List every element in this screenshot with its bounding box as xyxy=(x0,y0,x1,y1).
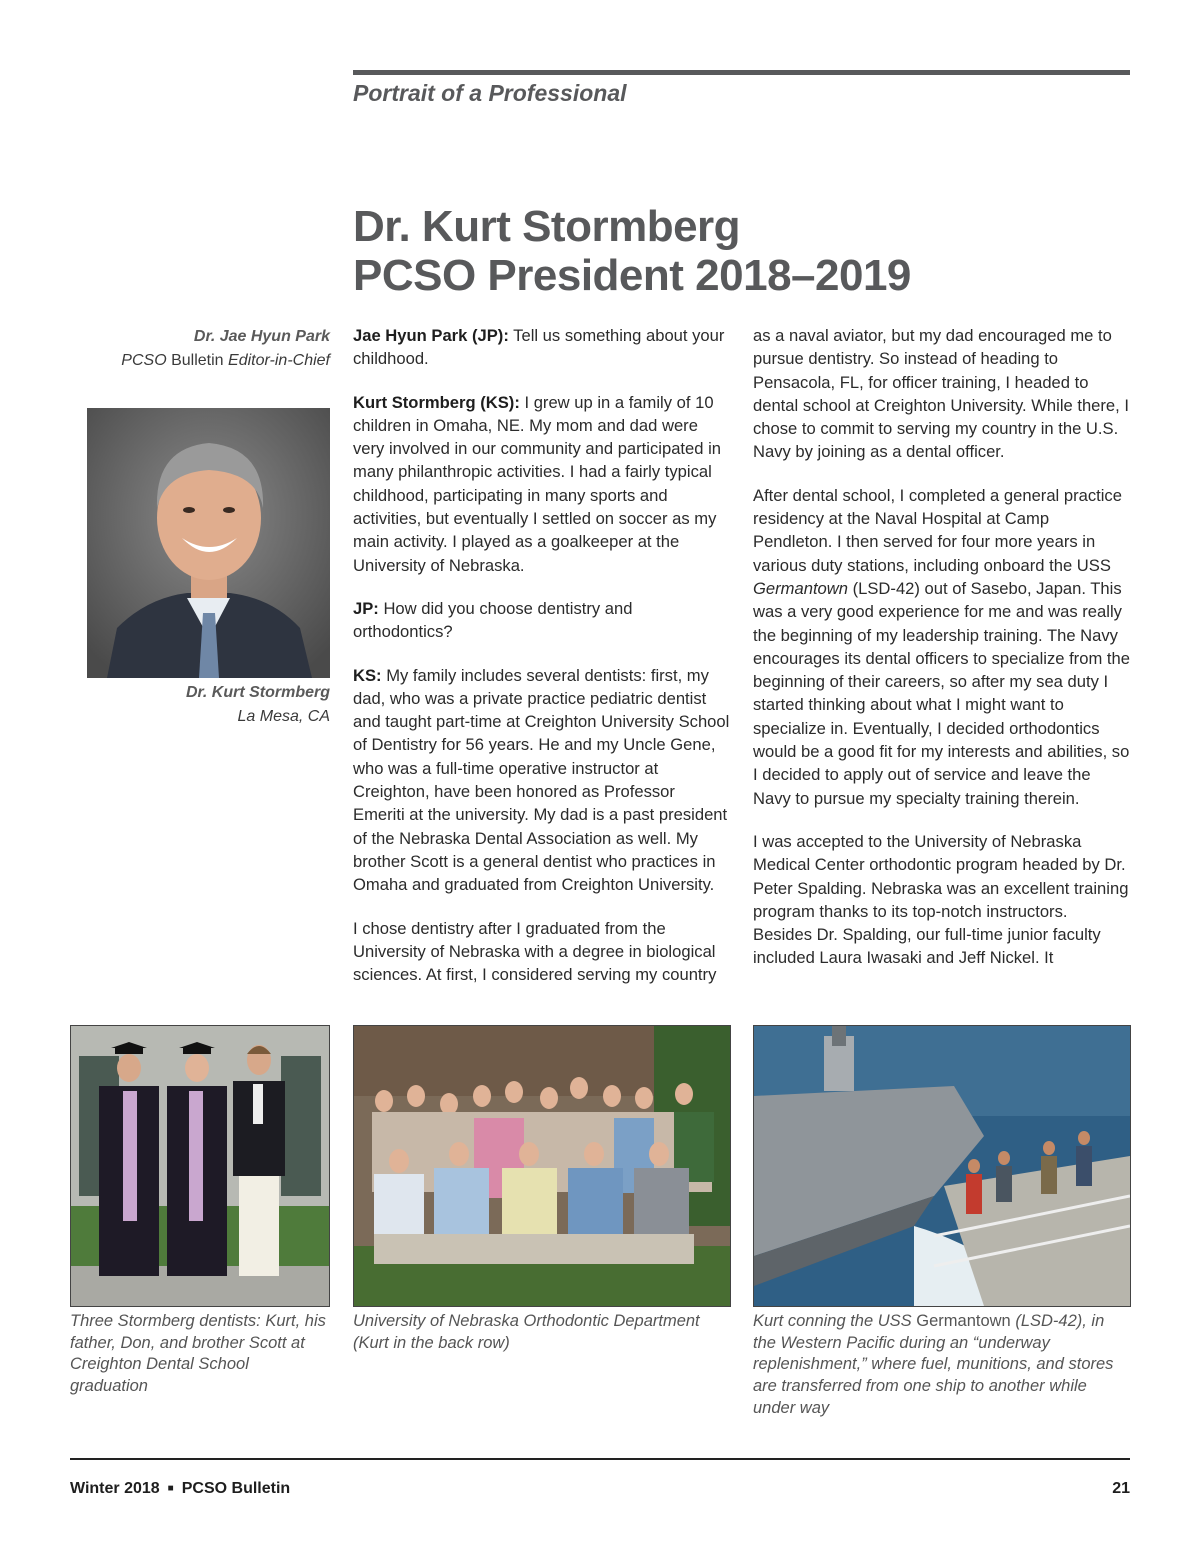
photo-caption-1: Three Stormberg dentists: Kurt, his father, Don, and brother Scott at Creighton Dental School graduation xyxy=(70,1312,326,1396)
title-line-2: PCSO President 2018–2019 xyxy=(353,251,911,300)
article-column-1 xyxy=(353,324,731,1006)
ship-name: Germantown xyxy=(753,578,848,598)
portrait-photo xyxy=(87,408,330,678)
speaker-label: JP: xyxy=(353,598,379,618)
paragraph: I was accepted to the University of Nebraska Medical Center orthodontic program headed by Dr. Peter Spalding. Nebraska was an excellent training program thanks to its top-notch instructors. Besides Dr. Spalding, our full-time junior faculty included Laura Iwasaki and Jeff Nickel. It xyxy=(753,831,1129,968)
paragraph-text: My family includes several dentists: first, my dad, who was a private practice pediatric dentist and taught part-time at Creighton University School of Dentistry for 56 years. He and my Uncle Gene, who was a full-time operative instructor at Creighton, have been honored as Professor Emeriti at the university. My dad is a past president of the Nebraska Dental Association as well. My brother Scott is a general dentist who practices in Omaha and graduated from Creighton University. xyxy=(353,665,730,895)
speaker-label: Jae Hyun Park (JP): xyxy=(353,326,509,345)
paragraph-text: How did you choose dentistry and orthodontics? xyxy=(353,598,633,642)
paragraph-text: After dental school, I completed a general practice residency at the Naval Hospital at Camp Pendleton. I then served for four more years in various duty stations, including onboard the USS xyxy=(753,485,1122,575)
graduation-photo xyxy=(70,1025,330,1307)
footer-rule xyxy=(70,1458,1130,1460)
author-role xyxy=(121,349,330,373)
paragraph xyxy=(353,324,731,371)
portrait-location: La Mesa, CA xyxy=(237,708,330,725)
department-group-photo xyxy=(353,1025,731,1307)
footer-title: PCSO Bulletin xyxy=(181,1480,291,1497)
footer-separator: ■ xyxy=(167,1483,174,1494)
ship-name: Germantown xyxy=(916,1312,1011,1330)
portrait-name: Dr. Kurt Stormberg xyxy=(185,684,330,701)
paragraph xyxy=(353,664,731,897)
paragraph xyxy=(353,391,731,577)
paragraph-text: I grew up in a family of 10 children in Omaha, NE. My mom and dad were very involved in our community and participated in many philanthropic activities. I had a fairly typical childhood, participating in many sports and activities, but eventually I settled on soccer as my main activity. I played as a goalkeeper at the University of Nebraska. xyxy=(353,392,722,575)
header-rule xyxy=(353,70,1130,75)
paragraph-text: I chose dentistry after I graduated from the University of Nebraska with a degree in biological sciences. At first, I considered serving my country xyxy=(353,918,717,985)
paragraph: as a naval aviator, but my dad encouraged me to pursue dentistry. So instead of heading to Pensacola, FL, for officer training, I headed to dental school at Creighton University. While there, I chose to commit to serving my country in the U.S. Navy by joining as a dental officer. xyxy=(753,326,1129,462)
author-byline xyxy=(121,325,330,373)
photo-caption-3 xyxy=(753,1311,1129,1420)
photo-caption-2: University of Nebraska Orthodontic Department (Kurt in the back row) xyxy=(353,1312,700,1352)
paragraph-text: (LSD-42) out of Sasebo, Japan. This was a very good experience for me and was really the beginning of my leadership training. The Navy encourages its dental officers to specialize from the beginning of their careers, so after my sea duty I started thinking about what I might want to specialize in. Eventually, I decided orthodontics would be a good fit for my interests and abilities, so I decided to apply out of service and leave the Navy to pursue my specialty training therein. xyxy=(753,578,1130,808)
title-line-1: Dr. Kurt Stormberg xyxy=(353,202,741,251)
section-label: Portrait of a Professional xyxy=(353,80,627,106)
article-column-2 xyxy=(753,324,1131,990)
role-middle: Bulletin xyxy=(171,352,224,369)
paragraph xyxy=(353,917,731,987)
role-suffix: Editor-in-Chief xyxy=(228,352,330,369)
paragraph-text: Tell us something about your childhood. xyxy=(353,326,725,369)
speaker-label: KS: xyxy=(353,665,382,685)
article-title xyxy=(353,202,1130,300)
speaker-label: Kurt Stormberg (KS): xyxy=(353,392,520,412)
ship-replenishment-photo xyxy=(753,1025,1131,1307)
author-name: Dr. Jae Hyun Park xyxy=(193,328,330,345)
footer-publication xyxy=(70,1480,290,1498)
paragraph xyxy=(353,597,731,644)
caption-text: (LSD-42), in the Western Pacific during an “underway replenishment,” where fuel, munitions, and stores are transferred from one ship to another while under way xyxy=(753,1312,1114,1417)
portrait-caption xyxy=(186,681,330,729)
role-prefix: PCSO xyxy=(121,352,167,369)
footer-season: Winter 2018 xyxy=(70,1480,160,1497)
page-number: 21 xyxy=(1112,1480,1130,1497)
paragraph xyxy=(753,484,1131,810)
caption-text: Kurt conning the USS xyxy=(753,1312,917,1330)
